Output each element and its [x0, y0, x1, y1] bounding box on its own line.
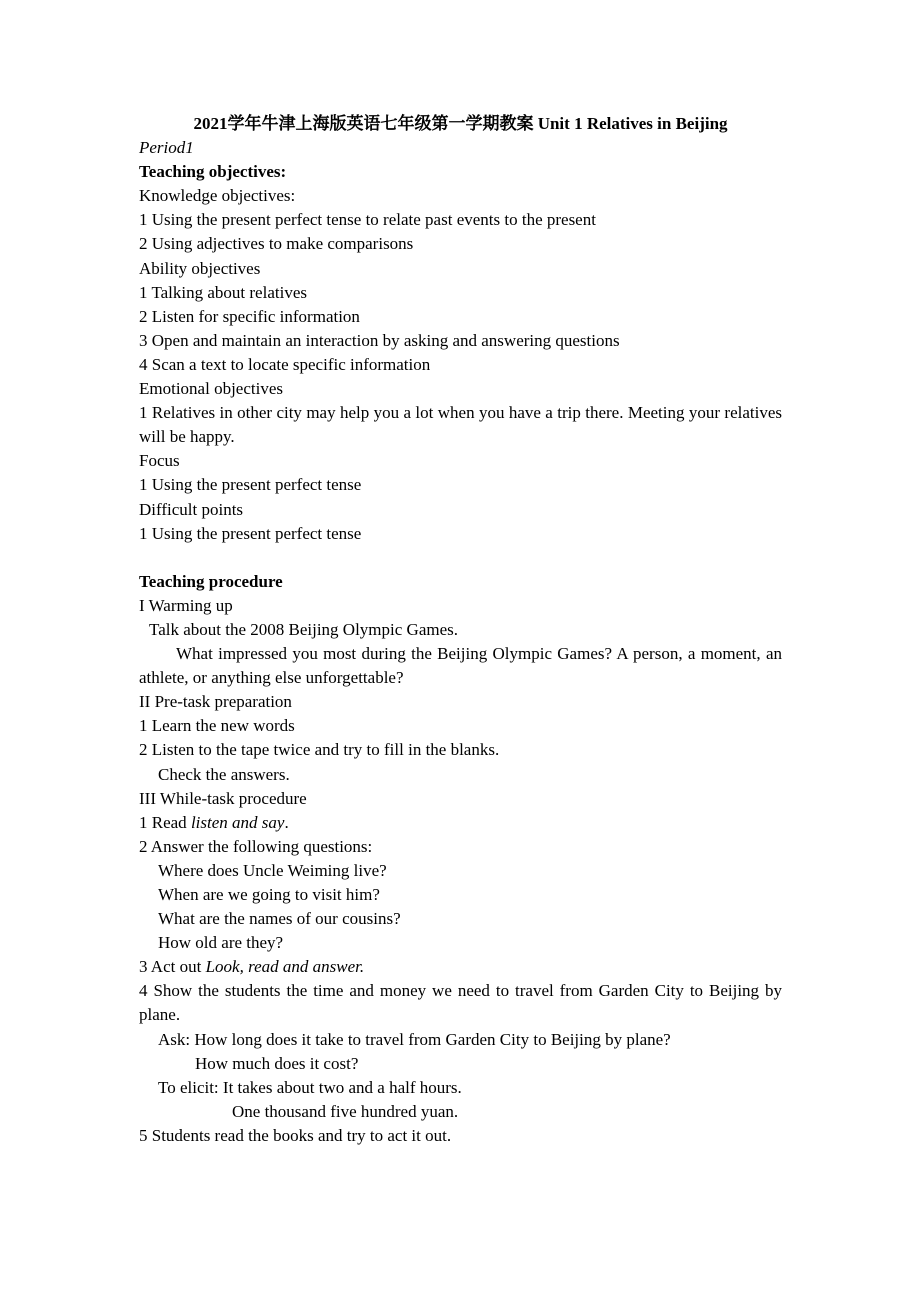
whiletask-item-text: 3 Act out	[139, 957, 206, 977]
whiletask-item: 4 Show the students the time and money we need to travel from Garden City to Beijing by plane.	[139, 981, 782, 1025]
document-page	[139, 112, 782, 1148]
knowledge-heading: Knowledge objectives:	[139, 186, 296, 206]
ability-heading: Ability objectives	[139, 258, 261, 278]
difficult-item: 1 Using the present perfect tense	[139, 523, 362, 543]
pretask-heading: II Pre-task preparation	[139, 692, 292, 712]
period-label: Period1	[139, 138, 194, 158]
whiletask-item: 2 Answer the following questions:	[139, 836, 373, 856]
emotional-item: 1 Relatives in other city may help you a lot when you have a trip there. Meeting your relatives will be happy.	[139, 403, 782, 447]
warming-question: What impressed you most during the Beijing Olympic Games? A person, a moment, an athlete, or anything else unforgettable?	[139, 644, 782, 688]
question-item: When are we going to visit him?	[158, 885, 380, 904]
question-item: How old are they?	[158, 933, 284, 953]
pretask-item: 2 Listen to the tape twice and try to fill in the blanks.	[139, 740, 500, 760]
whiletask-item	[139, 955, 782, 979]
whiletask-item	[139, 811, 782, 835]
elicit-line: One thousand five hundred yuan.	[232, 1101, 459, 1121]
whiletask-item: 5 Students read the books and try to act it out.	[139, 1125, 452, 1145]
objectives-heading: Teaching objectives:	[139, 162, 287, 182]
whiletask-item-suffix: .	[284, 812, 289, 832]
pretask-item: 1 Learn the new words	[139, 716, 295, 736]
whiletask-item-italic: listen and say	[190, 812, 285, 832]
whiletask-heading: III While-task procedure	[139, 788, 307, 808]
emotional-heading: Emotional objectives	[139, 379, 283, 399]
spacer	[139, 546, 782, 570]
ability-item: 3 Open and maintain an interaction by asking and answering questions	[139, 330, 620, 350]
elicit-line: To elicit: It takes about two and a half hours.	[158, 1077, 462, 1097]
ask-line: Ask: How long does it take to travel from Garden City to Beijing by plane?	[158, 1029, 671, 1049]
warming-heading: I Warming up	[139, 595, 233, 615]
difficult-heading: Difficult points	[139, 499, 244, 519]
ability-item: 4 Scan a text to locate specific information	[139, 354, 431, 374]
whiletask-item-italic: Look, read and answer.	[205, 957, 365, 977]
focus-item: 1 Using the present perfect tense	[139, 475, 362, 495]
question-item: Where does Uncle Weiming live?	[158, 860, 387, 880]
pretask-subitem: Check the answers.	[158, 764, 290, 784]
warming-talk: Talk about the 2008 Beijing Olympic Games.	[149, 619, 459, 639]
focus-heading: Focus	[139, 451, 180, 471]
knowledge-item: 1 Using the present perfect tense to relate past events to the present	[139, 210, 596, 230]
whiletask-item-text: 1 Read	[139, 812, 191, 832]
document-title: 2021学年牛津上海版英语七年级第一学期教案 Unit 1 Relatives in Beijing	[193, 114, 728, 133]
knowledge-item: 2 Using adjectives to make comparisons	[139, 234, 414, 254]
procedure-heading: Teaching procedure	[139, 571, 283, 591]
ability-item: 1 Talking about relatives	[139, 282, 307, 302]
ability-item: 2 Listen for specific information	[139, 306, 360, 326]
question-item: What are the names of our cousins?	[158, 909, 401, 929]
ask-line: How much does it cost?	[195, 1053, 359, 1073]
